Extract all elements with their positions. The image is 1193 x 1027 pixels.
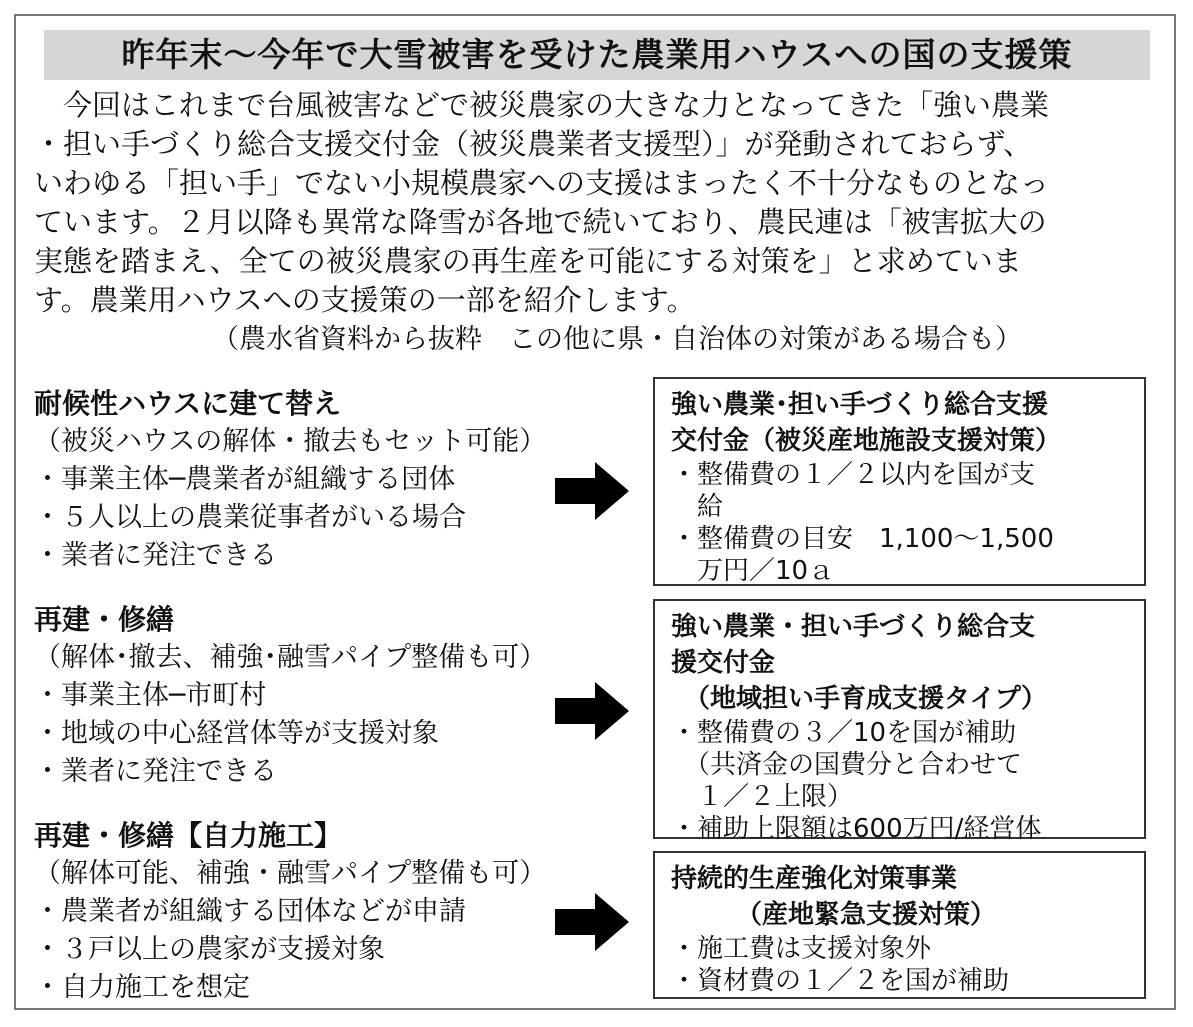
box-item: ・整備費の目安 1,100～1,500 bbox=[671, 524, 1054, 554]
intro-line: 実態を踏まえ、全ての被災農家の再生産を可能にする対策を」と求めていま bbox=[34, 244, 1022, 278]
intro-line: す。農業用ハウスへの支援策の一部を紹介します。 bbox=[34, 283, 696, 317]
condition-item: （解体可能、補強・融雪パイプ整備も可） bbox=[34, 858, 547, 889]
section-2-conditions bbox=[34, 601, 574, 791]
condition-item: （解体･撤去、補強･融雪パイプ整備も可） bbox=[34, 642, 547, 673]
condition-item: （被災ハウスの解体・撤去もセット可能） bbox=[34, 426, 547, 457]
section-heading: 耐候性ハウスに建て替え bbox=[34, 387, 342, 420]
condition-item: ・業者に発注できる bbox=[34, 540, 277, 571]
box-item: （共済金の国費分と合わせて bbox=[671, 750, 1023, 780]
condition-item: ・事業主体─農業者が組織する団体 bbox=[34, 464, 456, 495]
condition-item: ・３戸以上の農家が支援対象 bbox=[34, 934, 385, 965]
box-heading: 援交付金 bbox=[671, 648, 776, 678]
box-heading: 強い農業・担い手づくり総合支 bbox=[671, 612, 1036, 642]
condition-item: ・自力施工を想定 bbox=[34, 972, 250, 1003]
condition-item: ・５人以上の農業従事者がいる場合 bbox=[34, 502, 466, 533]
box-item: 給 bbox=[671, 492, 724, 522]
condition-item: ・業者に発注できる bbox=[34, 756, 277, 787]
box-item: 万円／10ａ bbox=[671, 556, 835, 586]
right-arrow-icon bbox=[555, 462, 629, 520]
support-box-2 bbox=[653, 599, 1146, 844]
intro-line: ています。２月以降も異常な降雪が各地で続いており、農民連は「被害拡大の bbox=[34, 205, 1047, 239]
box-item: ・補助上限額は600万円/経営体 bbox=[671, 814, 1042, 844]
support-box-1 bbox=[653, 377, 1146, 586]
box-item: ・資材費の１／２を国が補助 bbox=[671, 966, 1010, 996]
condition-item: ・農業者が組織する団体などが申請 bbox=[34, 896, 466, 927]
condition-item: ・地域の中心経営体等が支援対象 bbox=[34, 718, 439, 749]
box-heading: （地域担い手育成支援タイプ） bbox=[671, 684, 1047, 714]
box-item: ・整備費の３／10を国が補助 bbox=[671, 718, 1017, 748]
box-item: １／２上限） bbox=[671, 782, 854, 812]
page-title: 昨年末～今年で大雪被害を受けた農業用ハウスへの国の支援策 bbox=[44, 30, 1150, 80]
source-note: （農水省資料から抜粋 この他に県・自治体の対策がある場合も） bbox=[212, 324, 1022, 355]
section-3-conditions bbox=[34, 817, 574, 1007]
right-arrow-icon bbox=[555, 893, 629, 951]
box-heading: 強い農業･担い手づくり総合支援 bbox=[671, 390, 1049, 420]
box-item: ・整備費の１／２以内を国が支 bbox=[671, 460, 1036, 490]
box-heading: 持続的生産強化対策事業 bbox=[671, 864, 958, 894]
condition-item: ・事業主体─市町村 bbox=[34, 680, 267, 711]
box-item: ・施工費は支援対象外 bbox=[671, 934, 932, 964]
box-heading: （産地緊急支援対策） bbox=[671, 900, 997, 930]
intro-line: ・担い手づくり総合支援交付金（被災農業者支援型）」が発動されておらず、 bbox=[34, 127, 1033, 161]
intro-line: 今回はこれまで台風被害などで被災農家の大きな力となってきた「強い農業 bbox=[34, 88, 1050, 122]
right-arrow-icon bbox=[555, 682, 629, 740]
section-heading: 再建・修繕 bbox=[34, 603, 175, 636]
section-heading: 再建・修繕【自力施工】 bbox=[34, 819, 343, 852]
support-box-3 bbox=[653, 851, 1146, 999]
box-heading: 交付金（被災産地施設支援対策） bbox=[671, 426, 1062, 456]
section-1-conditions bbox=[34, 385, 574, 575]
intro-line: いわゆる「担い手」でない小規模農家への支援はまったく不十分なものとなっ bbox=[34, 166, 1050, 200]
intro-paragraph bbox=[34, 86, 1164, 359]
